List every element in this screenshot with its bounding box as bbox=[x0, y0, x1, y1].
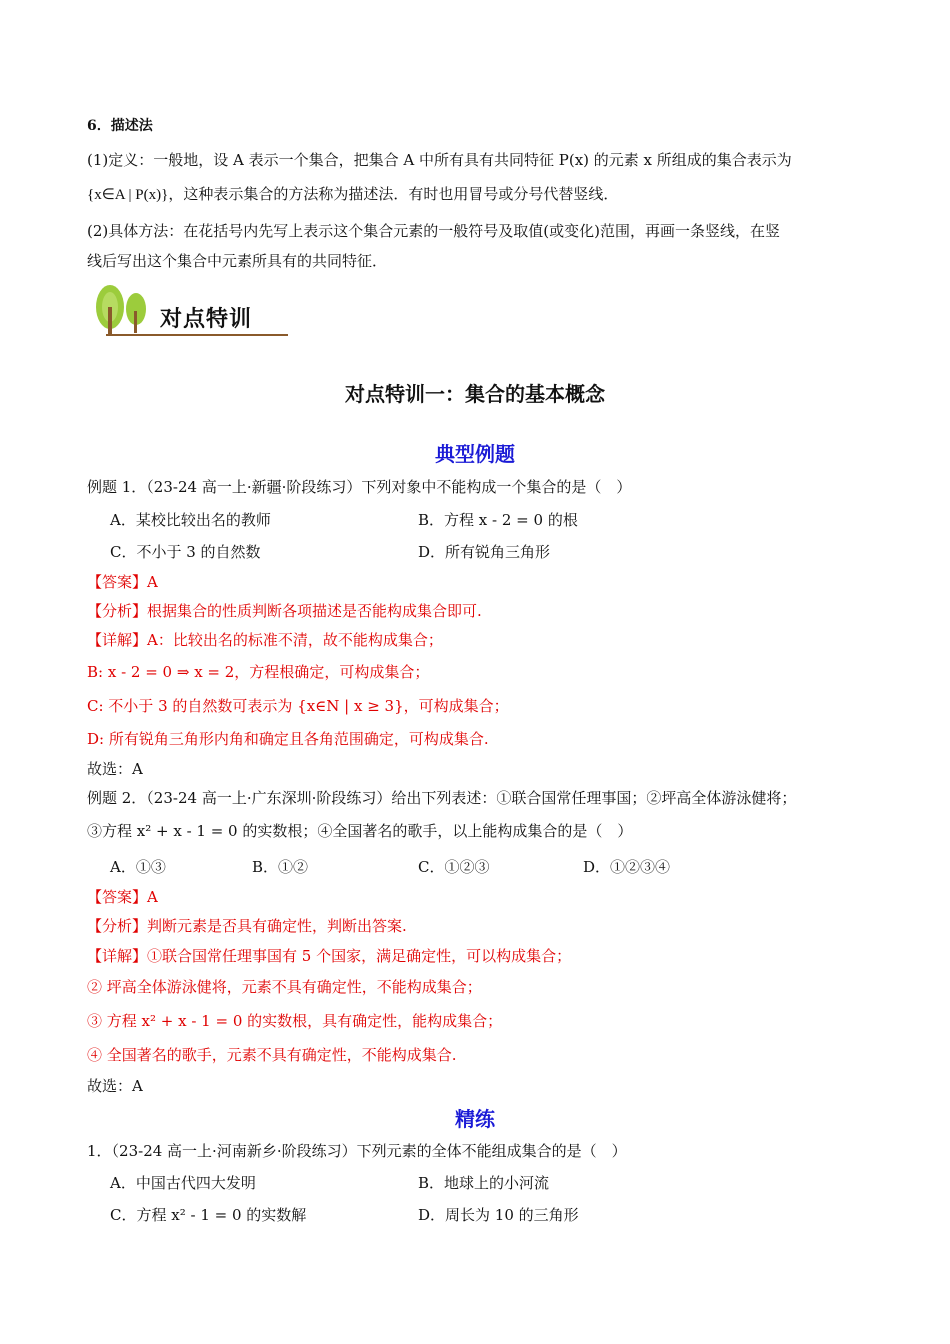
example-1-option-a: A．某校比较出名的教师 bbox=[110, 511, 271, 529]
example-2-option-b: B．①② bbox=[252, 858, 309, 876]
example-1-detail-b: B: x - 2 = 0 ⇒ x = 2，方程根确定，可构成集合； bbox=[87, 663, 430, 681]
example-2-option-a: A．①③ bbox=[110, 858, 166, 876]
practice-1-option-b: B．地球上的小河流 bbox=[418, 1174, 550, 1192]
practice-title: 精练 bbox=[455, 1107, 495, 1131]
example-1-option-b: B．方程 x - 2 = 0 的根 bbox=[418, 511, 578, 529]
example-1-choice: 故选：A bbox=[87, 760, 143, 778]
method-line-1: (2)具体方法：在花括号内先写上表示这个集合元素的一般符号及取值(或变化)范围，再画一条竖线，在竖 bbox=[87, 222, 780, 240]
definition-line-2-text: ，这种表示集合的方法称为描述法．有时也用冒号或分号代替竖线． bbox=[168, 185, 619, 203]
typical-title: 典型例题 bbox=[435, 442, 515, 466]
example-2-option-d: D．①②③④ bbox=[583, 858, 671, 876]
example-1-question: 例题 1．（23-24 高一上·新疆·阶段练习）下列对象中不能构成一个集合的是（ ） bbox=[87, 478, 632, 496]
example-1-detail-d: D: 所有锐角三角形内角和确定且各角范围确定，可构成集合. bbox=[87, 730, 489, 748]
example-2-detail-2: ② 坪高全体游泳健将，元素不具有确定性，不能构成集合； bbox=[87, 978, 482, 996]
example-1-option-d: D．所有锐角三角形 bbox=[418, 543, 551, 561]
example-2-analysis: 【分析】判断元素是否具有确定性，判断出答案. bbox=[87, 917, 407, 935]
section-title: 6．描述法 bbox=[87, 118, 153, 134]
set-builder-notation: {x∈A | P(x)} bbox=[87, 187, 169, 203]
example-1-detail-c: C: 不小于 3 的自然数可表示为 {x∈N | x ≥ 3}，可构成集合； bbox=[87, 697, 509, 715]
example-2-answer: 【答案】A bbox=[87, 888, 158, 906]
example-1-answer: 【答案】A bbox=[87, 573, 158, 591]
definition-line-2 bbox=[87, 184, 618, 205]
method-line-2: 线后写出这个集合中元素所具有的共同特征． bbox=[87, 252, 388, 270]
example-2-detail: 【详解】①联合国常任理事国有 5 个国家，满足确定性，可以构成集合； bbox=[87, 947, 572, 965]
practice-1-question: 1．（23-24 高一上·河南新乡·阶段练习）下列元素的全体不能组成集合的是（ ） bbox=[87, 1142, 627, 1160]
example-1-option-c: C．不小于 3 的自然数 bbox=[110, 543, 261, 561]
example-2-detail-4: ④ 全国著名的歌手，元素不具有确定性，不能构成集合. bbox=[87, 1046, 457, 1064]
practice-1-option-d: D．周长为 10 的三角形 bbox=[418, 1206, 579, 1224]
example-2-option-c: C．①②③ bbox=[418, 858, 490, 876]
train-title: 对点特训一：集合的基本概念 bbox=[345, 382, 605, 406]
banner-title: 对点特训 bbox=[160, 307, 253, 332]
example-2-question-line-1: 例题 2．（23-24 高一上·广东深圳·阶段练习）给出下列表述：①联合国常任理事国；②坪高全体游泳健将； bbox=[87, 789, 797, 807]
example-2-question-line-2: ③方程 x² + x - 1 = 0 的实数根；④全国著名的歌手，以上能构成集合的是（ ） bbox=[87, 822, 633, 840]
example-2-choice: 故选：A bbox=[87, 1077, 143, 1095]
example-2-detail-3: ③ 方程 x² + x - 1 = 0 的实数根，具有确定性，能构成集合； bbox=[87, 1012, 503, 1030]
practice-1-option-c: C．方程 x² - 1 = 0 的实数解 bbox=[110, 1206, 307, 1224]
definition-line-1: (1)定义：一般地，设 A 表示一个集合，把集合 A 中所有具有共同特征 P(x) 的元素 x 所组成的集合表示为 bbox=[87, 151, 792, 169]
example-1-detail: 【详解】A：比较出名的标准不清，故不能构成集合； bbox=[87, 631, 443, 649]
example-1-analysis: 【分析】根据集合的性质判断各项描述是否能构成集合即可. bbox=[87, 602, 482, 620]
practice-1-option-a: A．中国古代四大发明 bbox=[110, 1174, 256, 1192]
